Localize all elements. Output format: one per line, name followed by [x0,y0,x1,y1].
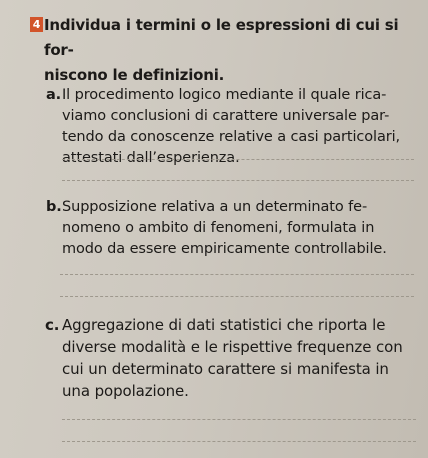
answer-line[interactable] [62,180,414,181]
item-letter: b. [46,199,62,215]
answer-line[interactable] [60,296,414,297]
definition-line: diverse modalità e le rispettive frequenze con [62,338,403,356]
definition-line: nomeno o ambito di fenomeni, formulata in [62,220,375,236]
instruction-line-2: niscono le definizioni. [44,66,225,84]
definition-c [45,314,412,402]
definition-a [46,85,412,169]
exercise-number-badge: 4 [30,17,43,32]
answer-line[interactable] [62,159,414,160]
definition-line: una popolazione. [62,382,189,400]
answer-line[interactable] [60,274,414,275]
exercise-instruction [32,13,424,88]
item-letter: a. [46,87,62,103]
definition-line: attestati dall’esperienza. [62,150,240,166]
definition-line: Il procedimento logico mediante il quale rica- [62,87,387,103]
instruction-line-1: Individua i termini o le espressioni di cui si for- [44,16,399,59]
definition-line: tendo da conoscenze relative a casi particolari, [62,129,401,145]
definition-line: cui un determinato carattere si manifesta in [62,360,389,378]
definition-line: Supposizione relativa a un determinato fe- [62,199,368,215]
answer-line[interactable] [62,419,416,420]
definition-line: Aggregazione di dati statistici che riporta le [62,316,386,334]
definition-line: modo da essere empiricamente controllabile. [62,241,387,257]
definition-line: viamo conclusioni di carattere universale par- [62,108,390,124]
answer-line[interactable] [62,441,416,442]
definition-b [46,197,412,260]
item-letter: c. [45,316,60,334]
